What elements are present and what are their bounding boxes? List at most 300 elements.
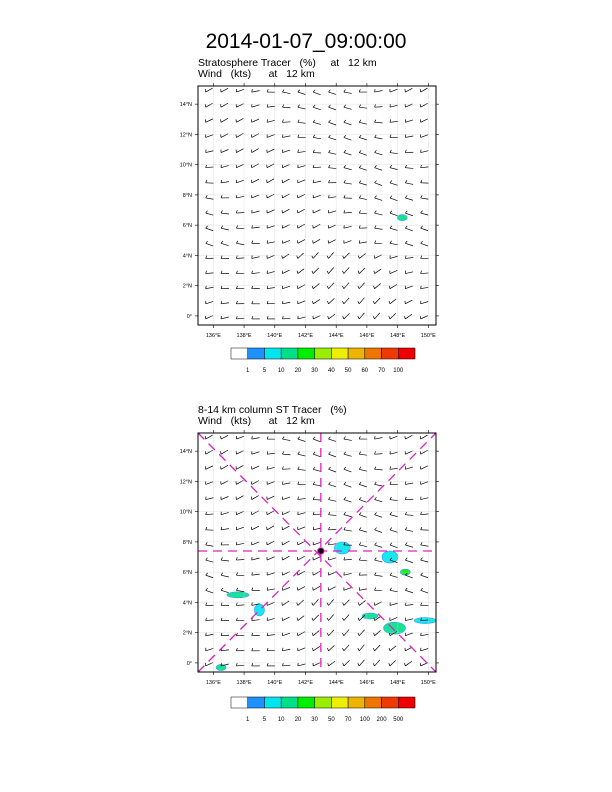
wind-barb-feather <box>327 648 328 651</box>
wind-barb <box>252 511 259 515</box>
wind-barb <box>313 514 321 515</box>
wind-barb-feather <box>298 497 299 500</box>
wind-barb <box>313 239 320 243</box>
wind-barb-feather <box>405 512 406 515</box>
wind-barb <box>313 469 321 471</box>
x-tick-label: 144°E <box>328 333 344 339</box>
wind-barb <box>282 194 289 198</box>
wind-barb-feather <box>236 572 237 575</box>
wind-barb <box>267 135 274 138</box>
wind-barb <box>206 590 214 593</box>
wind-barb <box>390 183 398 185</box>
wind-barb <box>329 137 337 139</box>
panel1-subtitle-2: Wind (kts) at 12 km <box>198 68 315 80</box>
colorbar-label: 5 <box>262 368 267 374</box>
wind-barb-feather <box>329 497 331 499</box>
wind-barb-feather <box>298 135 299 138</box>
wind-barb-feather <box>390 466 391 469</box>
wind-barb-feather <box>342 271 343 274</box>
wind-barb <box>390 213 398 216</box>
wind-barb <box>405 661 412 666</box>
wind-barb-feather <box>405 558 407 560</box>
wind-barb <box>375 469 383 470</box>
wind-barb-feather <box>421 588 423 590</box>
wind-barb <box>206 119 213 122</box>
wind-barb-feather <box>206 542 208 545</box>
wind-barb <box>344 212 352 213</box>
wind-barb-feather <box>206 558 208 560</box>
wind-barb <box>375 645 381 651</box>
wind-barb-feather <box>344 135 346 137</box>
colorbar-label: 30 <box>311 717 318 723</box>
wind-barb <box>359 168 367 171</box>
wind-barb <box>252 227 260 228</box>
wind-barb <box>329 107 337 110</box>
wind-barb <box>267 149 274 153</box>
wind-barb <box>359 268 365 274</box>
wind-barb-feather <box>421 558 423 560</box>
wind-barb <box>221 182 229 183</box>
wind-barb-feather <box>206 180 207 183</box>
wind-barb-feather <box>329 135 331 137</box>
wind-barb <box>267 541 274 545</box>
wind-barb-feather <box>282 256 283 259</box>
wind-barb-feather <box>373 663 374 666</box>
wind-barb-feather <box>267 89 268 92</box>
wind-barb <box>282 92 290 94</box>
wind-barb <box>359 122 367 124</box>
wind-barb <box>236 180 244 183</box>
wind-barb-feather <box>267 663 268 666</box>
x-tick-label: 142°E <box>297 680 314 686</box>
panel2-subtitle-2: Wind (kts) at 12 km <box>198 415 315 427</box>
wind-barb-feather <box>267 286 268 289</box>
wind-barb-feather <box>344 105 346 107</box>
wind-barb-feather <box>221 271 222 274</box>
wind-barb-feather <box>390 135 391 138</box>
wind-barb-feather <box>206 226 208 228</box>
wind-barb <box>298 498 306 499</box>
wind-barb <box>359 153 367 156</box>
wind-barb-feather <box>236 210 237 213</box>
wind-barb-feather <box>221 256 222 259</box>
wind-barb <box>298 122 306 123</box>
wind-barb <box>236 605 244 606</box>
wind-barb <box>344 122 352 125</box>
y-tick-label: 4°N <box>182 600 192 607</box>
wind-barb <box>359 254 365 259</box>
wind-barb <box>236 665 244 666</box>
colorbar-box <box>264 348 281 359</box>
wind-barb-feather <box>375 181 377 183</box>
wind-barb <box>390 270 397 273</box>
wind-barb <box>390 228 398 230</box>
colorbar-box <box>348 348 365 359</box>
wind-barb <box>359 500 367 503</box>
y-tick-label: 4°N <box>182 253 192 260</box>
wind-barb <box>313 137 321 138</box>
wind-barb <box>329 558 337 560</box>
wind-barb <box>329 211 337 213</box>
wind-barb <box>236 559 244 560</box>
wind-barb <box>375 484 383 486</box>
wind-barb-feather <box>312 618 313 621</box>
wind-barb <box>344 615 349 621</box>
wind-barb <box>282 209 289 213</box>
wind-barb <box>206 213 214 215</box>
wind-barb-feather <box>359 135 361 137</box>
wind-barb <box>375 530 383 533</box>
wind-barb <box>267 271 275 273</box>
wind-barb <box>344 484 352 487</box>
wind-barb-feather <box>297 618 298 621</box>
wind-barb <box>329 197 337 198</box>
wind-barb <box>236 527 244 530</box>
wind-barb-feather <box>298 437 300 439</box>
wind-barb-feather <box>390 241 392 244</box>
wind-barb <box>390 575 398 577</box>
colorbar-box <box>398 348 415 359</box>
wind-barb <box>298 616 304 621</box>
wind-barb-feather <box>405 588 407 590</box>
wind-barb <box>221 560 229 561</box>
wind-barb-feather <box>267 301 268 304</box>
wind-barb-feather <box>267 648 268 651</box>
wind-barb <box>313 557 320 560</box>
wind-barb <box>252 481 259 485</box>
wind-barb <box>313 210 320 213</box>
wind-barb <box>221 512 229 514</box>
wind-barb-feather <box>206 241 208 243</box>
wind-barb-feather <box>421 180 422 183</box>
wind-barb-feather <box>344 150 346 152</box>
wind-barb-feather <box>342 286 343 289</box>
wind-barb <box>375 168 383 171</box>
wind-barb-feather <box>282 437 284 440</box>
wind-barb-feather <box>374 286 375 289</box>
wind-barb-feather <box>252 663 253 666</box>
wind-barb <box>267 242 275 243</box>
wind-barb <box>405 104 412 107</box>
wind-barb-feather <box>359 165 361 167</box>
wind-barb-feather <box>206 573 208 575</box>
wind-barb <box>390 646 396 651</box>
wind-barb <box>236 196 244 198</box>
wind-barb-feather <box>358 648 359 651</box>
wind-barb <box>206 301 214 303</box>
wind-barb <box>313 122 321 124</box>
wind-barb <box>252 496 259 500</box>
wind-barb-feather <box>313 482 315 485</box>
wind-barb <box>267 164 274 168</box>
wind-barb-feather <box>329 452 331 454</box>
wind-barb-feather <box>374 271 375 274</box>
wind-barb-feather <box>221 527 222 530</box>
wind-barb <box>206 135 214 138</box>
wind-barb <box>221 650 229 651</box>
panel-1 <box>180 83 439 374</box>
y-tick-label: 8°N <box>182 192 192 199</box>
x-tick-label: 140°E <box>267 680 283 686</box>
wind-barb-feather <box>375 211 377 213</box>
colorbar-label: 200 <box>376 717 387 723</box>
wind-barb-feather <box>327 256 328 259</box>
wind-barb <box>282 454 290 455</box>
wind-barb-feather <box>344 527 346 530</box>
wind-barb-feather <box>329 467 331 469</box>
wind-barb <box>405 633 413 636</box>
wind-barb <box>344 454 352 456</box>
wind-barb-feather <box>390 196 392 198</box>
wind-barb <box>267 557 274 560</box>
y-tick-label: 14°N <box>179 102 192 109</box>
wind-barb-feather <box>313 105 315 107</box>
colorbar-label: 10 <box>277 717 285 723</box>
wind-barb-feather <box>390 482 391 485</box>
wind-barb <box>221 450 228 454</box>
wind-barb <box>206 634 214 635</box>
colorbar-label: 70 <box>344 717 352 723</box>
wind-barb <box>267 650 275 651</box>
wind-barb <box>298 600 304 605</box>
wind-barb <box>221 213 229 214</box>
wind-barb-feather <box>405 497 406 500</box>
wind-barb <box>421 119 428 122</box>
wind-barb-feather <box>342 648 343 651</box>
wind-barb <box>359 560 367 561</box>
wind-barb-feather <box>375 558 377 560</box>
wind-barb <box>206 88 213 92</box>
wind-barb-feather <box>206 618 207 621</box>
wind-barb <box>359 213 367 214</box>
y-tick-label: 10°N <box>179 509 192 516</box>
wind-barb-feather <box>390 512 392 514</box>
wind-barb-feather <box>389 663 390 666</box>
wind-barb-feather <box>375 588 376 591</box>
colorbar-label: 1 <box>246 717 250 723</box>
wind-barb-feather <box>282 603 283 606</box>
wind-barb <box>390 500 398 501</box>
wind-barb <box>252 438 260 439</box>
wind-barb <box>252 134 259 138</box>
wind-barb-feather <box>282 119 283 122</box>
wind-barb-feather <box>312 603 313 606</box>
wind-barb-feather <box>221 573 223 575</box>
wind-barb-feather <box>374 633 375 636</box>
wind-barb-feather <box>359 150 361 152</box>
wind-barb <box>344 600 350 606</box>
wind-barb <box>267 194 274 198</box>
wind-barb <box>405 88 412 92</box>
wind-barb <box>298 92 306 94</box>
wind-barb <box>236 480 243 484</box>
wind-barb <box>298 454 306 456</box>
wind-barb <box>221 529 229 530</box>
wind-barb-feather <box>405 226 407 228</box>
wind-barb <box>359 137 367 139</box>
wind-barb-feather <box>221 557 222 560</box>
wind-barb-feather <box>328 316 329 319</box>
wind-barb <box>236 228 244 229</box>
colorbar-box <box>298 348 315 359</box>
wind-barb <box>267 453 275 454</box>
wind-barb <box>298 269 304 274</box>
wind-barb <box>206 228 214 231</box>
wind-barb-feather <box>221 542 222 545</box>
wind-barb-feather <box>421 226 423 228</box>
colorbar-label: 70 <box>378 368 385 374</box>
wind-barb <box>313 107 321 110</box>
wind-barb-feather <box>359 436 360 439</box>
wind-barb <box>375 153 383 155</box>
wind-barb-feather <box>313 150 314 153</box>
y-tick-label: 6°N <box>182 223 192 230</box>
colorbar-box <box>264 697 281 708</box>
wind-barb <box>252 273 260 274</box>
wind-barb <box>252 257 260 259</box>
wind-barb <box>344 515 352 517</box>
wind-barb-feather <box>312 256 313 259</box>
wind-barb-feather <box>327 301 328 304</box>
wind-barb <box>221 317 229 319</box>
tracer-patch <box>397 215 407 221</box>
wind-barb-feather <box>421 241 423 243</box>
wind-barb <box>236 243 244 244</box>
wind-barb-feather <box>359 89 360 92</box>
wind-barb <box>221 118 228 122</box>
wind-barb <box>282 483 290 485</box>
wind-barb <box>329 587 336 591</box>
wind-barb-feather <box>359 180 361 182</box>
wind-barb-feather <box>389 301 390 304</box>
wind-barb <box>390 313 396 319</box>
y-tick-label: 10°N <box>179 162 192 169</box>
colorbar-label: 50 <box>344 368 352 374</box>
wind-barb <box>405 483 413 484</box>
wind-barb-feather <box>405 165 406 168</box>
wind-barb-feather <box>421 165 422 168</box>
wind-barb <box>236 590 244 591</box>
wind-barb <box>267 287 275 288</box>
wind-barb <box>206 243 214 246</box>
wind-barb <box>375 213 383 215</box>
wind-barb <box>298 664 306 666</box>
wind-barb <box>344 298 349 304</box>
wind-barb <box>344 183 352 184</box>
wind-barb-feather <box>344 557 345 560</box>
wind-barb <box>405 286 413 289</box>
wind-barb-feather <box>313 452 315 454</box>
wind-barb <box>298 648 305 651</box>
wind-barb-feather <box>342 633 343 636</box>
wind-barb-feather <box>313 437 315 439</box>
wind-barb <box>298 240 305 244</box>
wind-barb-feather <box>327 603 328 606</box>
wind-barb-feather <box>221 180 222 183</box>
colorbar-label: 100 <box>393 368 404 374</box>
wind-barb <box>344 168 352 170</box>
wind-barb <box>390 105 398 107</box>
wind-barb-feather <box>359 497 361 499</box>
wind-barb <box>375 90 383 92</box>
wind-barb <box>252 526 259 530</box>
wind-barb-feather <box>344 436 346 439</box>
x-tick-label: 150°E <box>420 680 436 686</box>
x-tick-label: 136°E <box>205 680 221 686</box>
wind-barb-feather <box>206 603 207 606</box>
wind-barb-feather <box>329 527 330 530</box>
wind-barb-feather <box>267 316 268 319</box>
wind-barb <box>405 314 412 319</box>
wind-barb-feather <box>327 286 328 289</box>
wind-barb <box>359 298 364 304</box>
wind-barb-feather <box>206 527 207 530</box>
colorbar-label: 100 <box>359 717 370 723</box>
wind-barb <box>421 450 428 454</box>
wind-barb <box>298 285 305 289</box>
wind-barb-feather <box>221 286 222 289</box>
wind-barb <box>252 620 260 621</box>
wind-barb <box>236 511 243 514</box>
wind-barb-feather <box>236 271 237 274</box>
wind-barb-feather <box>405 241 407 243</box>
wind-barb <box>375 545 383 547</box>
wind-barb <box>206 450 213 454</box>
wind-barb <box>359 589 367 590</box>
wind-barb <box>267 226 275 228</box>
wind-barb <box>298 209 305 213</box>
wind-barb <box>421 198 429 199</box>
wind-barb <box>298 166 306 168</box>
wind-barb-feather <box>373 648 374 651</box>
wind-barb <box>421 151 429 153</box>
wind-barb <box>421 435 428 439</box>
y-tick-label: 8°N <box>182 539 192 546</box>
wind-barb <box>267 106 275 107</box>
wind-barb-feather <box>282 316 283 319</box>
wind-barb <box>298 151 306 152</box>
wind-barb <box>390 243 398 245</box>
wind-barb-feather <box>375 512 377 514</box>
wind-barb <box>206 620 214 621</box>
wind-barb-feather <box>421 211 423 213</box>
wind-barb-feather <box>421 256 422 259</box>
wind-barb-feather <box>329 120 331 122</box>
x-tick-label: 142°E <box>297 333 314 339</box>
wind-barb <box>421 103 428 107</box>
wind-barb-feather <box>375 573 376 576</box>
wind-barb <box>359 545 367 547</box>
y-tick-label: 0° <box>186 660 192 667</box>
wind-barb <box>390 285 397 289</box>
wind-barb <box>421 498 429 500</box>
wind-barb <box>390 603 398 605</box>
wind-barb <box>313 195 321 198</box>
wind-barb-feather <box>344 165 346 167</box>
wind-barb <box>313 167 321 168</box>
wind-barb <box>359 198 367 200</box>
wind-barb <box>313 646 320 650</box>
wind-barb <box>421 213 429 215</box>
wind-barb-feather <box>313 648 314 651</box>
wind-barb <box>421 302 429 304</box>
wind-barb <box>313 439 321 442</box>
wind-barb-feather <box>359 452 360 455</box>
wind-barb-feather <box>359 512 361 514</box>
wind-barb <box>221 465 228 469</box>
x-tick-label: 138°E <box>236 333 252 339</box>
wind-barb-feather <box>221 618 222 621</box>
